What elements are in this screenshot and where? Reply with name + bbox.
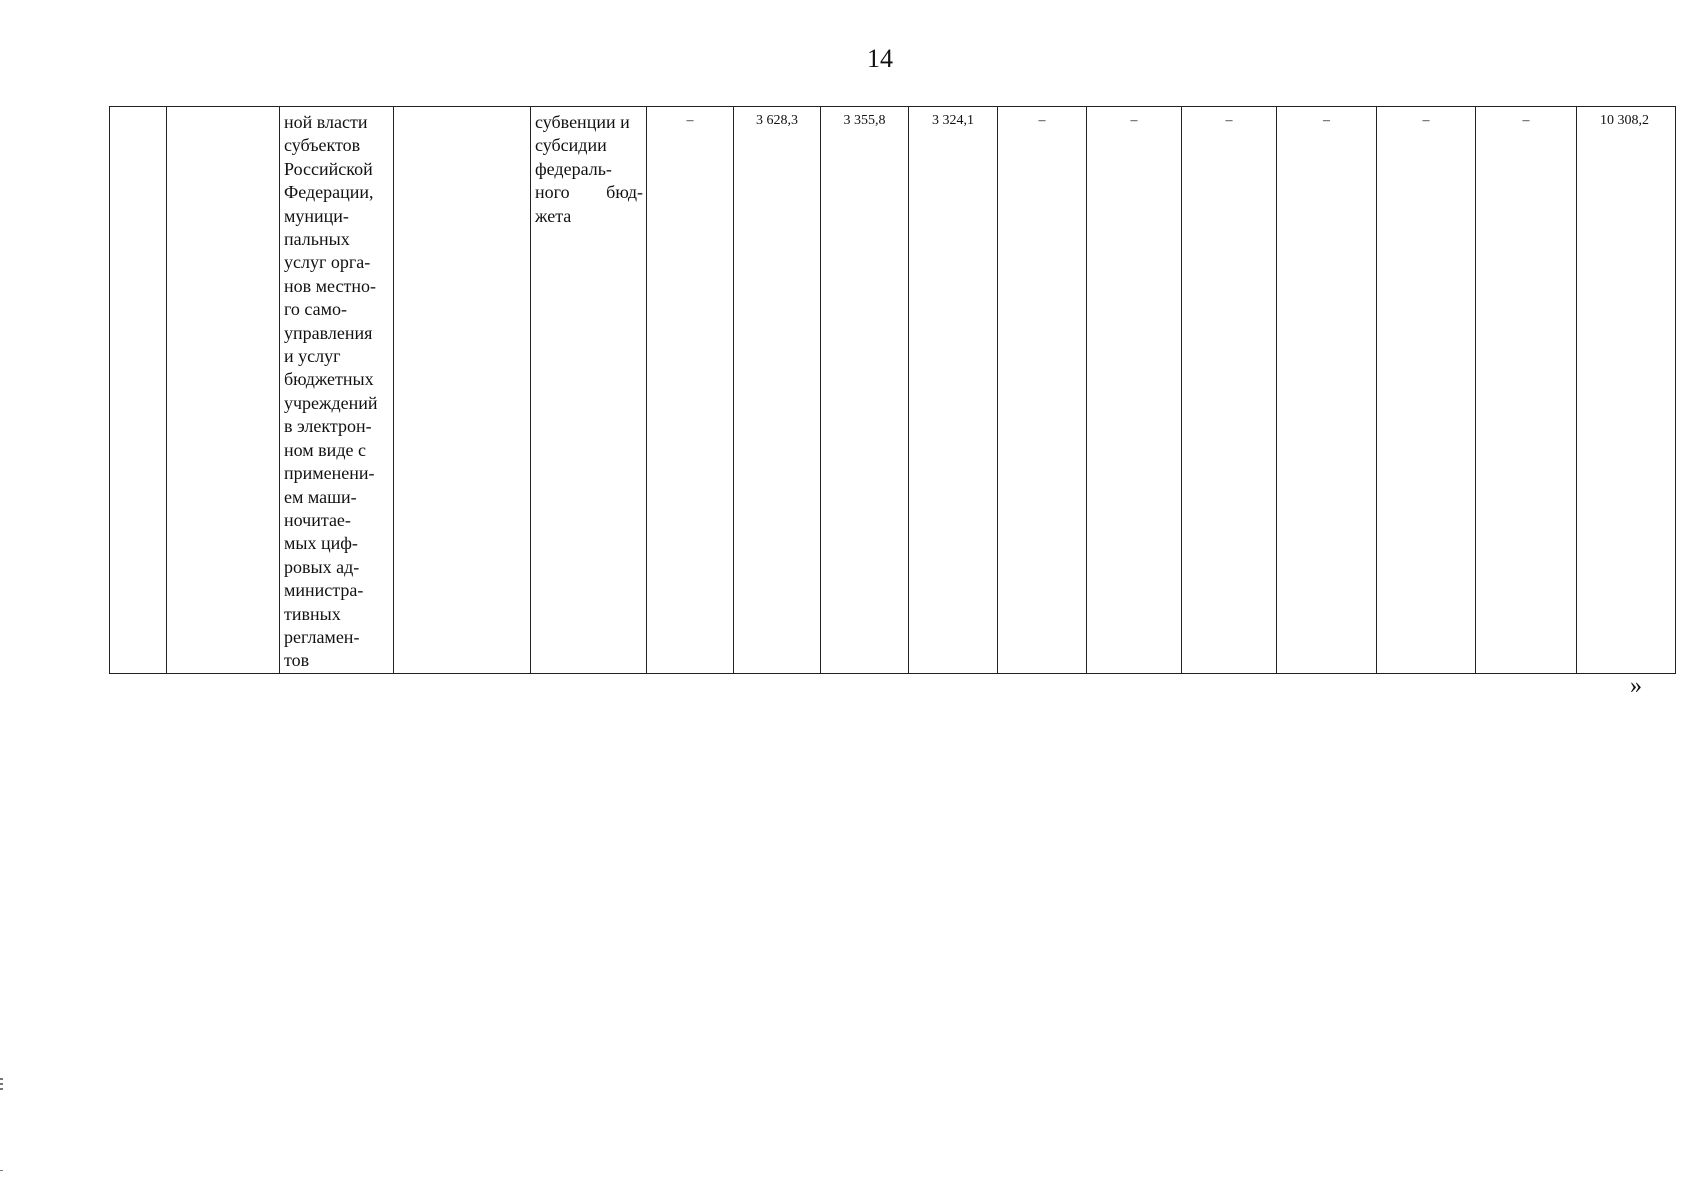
description-line: и услуг xyxy=(284,346,341,367)
value-cell: – xyxy=(1377,107,1476,674)
description-line: в электрон- xyxy=(284,416,372,437)
funding-source-line: субвенции и xyxy=(535,112,630,132)
description-line: регламен- xyxy=(284,626,360,647)
funding-source-line: федераль- xyxy=(535,158,612,179)
description-line: учреждений xyxy=(284,392,378,413)
funding-source-line xyxy=(535,181,643,204)
description-line: ровых ад- xyxy=(284,556,360,577)
description-line: муници- xyxy=(284,205,349,226)
scan-artifact xyxy=(0,1083,3,1085)
description-line: ной власти xyxy=(284,112,368,132)
description-line: применени- xyxy=(284,463,375,484)
number-cell xyxy=(110,107,167,674)
description-line: тивных xyxy=(284,603,341,624)
description-line: нов местно- xyxy=(284,275,376,296)
table-row xyxy=(110,107,1676,674)
value-cell: 3 355,8 xyxy=(821,107,909,674)
description-line: пальных xyxy=(284,229,350,250)
funding-source-line: субсидии xyxy=(535,135,607,156)
description-line: Федерации, xyxy=(284,182,374,203)
description-line: Российской xyxy=(284,158,373,179)
description-line: ночитае- xyxy=(284,509,351,530)
page-number: 14 xyxy=(867,44,893,73)
description-line: ем маши- xyxy=(284,486,357,507)
description-line: тов xyxy=(284,650,310,671)
funding-source-word: бюд- xyxy=(606,182,643,203)
description-line: услуг орга- xyxy=(284,252,371,273)
closing-quote: » xyxy=(1630,673,1642,699)
description-line: мых циф- xyxy=(284,533,358,554)
total-cell: 10 308,2 xyxy=(1577,107,1676,674)
value-cell: – xyxy=(1476,107,1577,674)
value-cell: – xyxy=(1087,107,1182,674)
description-line: управления xyxy=(284,322,373,343)
value-cell: 3 628,3 xyxy=(734,107,821,674)
scan-artifact xyxy=(0,1088,3,1090)
value-cell: – xyxy=(1277,107,1377,674)
scan-artifact xyxy=(0,1078,3,1080)
value-cell: – xyxy=(1182,107,1277,674)
budget-table xyxy=(109,106,1676,674)
description-line: субъектов xyxy=(284,135,361,156)
value-cell: 3 324,1 xyxy=(909,107,998,674)
description-line: бюджетных xyxy=(284,369,374,390)
executor-cell xyxy=(394,107,531,674)
description-line: го само- xyxy=(284,299,348,320)
description-line: ном виде с xyxy=(284,439,366,460)
description-cell xyxy=(280,107,394,674)
code-cell xyxy=(167,107,280,674)
value-cell: – xyxy=(647,107,734,674)
funding-source-word: ного xyxy=(535,182,570,203)
funding-source-line: жета xyxy=(535,205,572,226)
value-cell: – xyxy=(998,107,1087,674)
funding-source-cell xyxy=(531,107,647,674)
description-line: министра- xyxy=(284,580,364,601)
scan-artifact xyxy=(0,1170,3,1171)
